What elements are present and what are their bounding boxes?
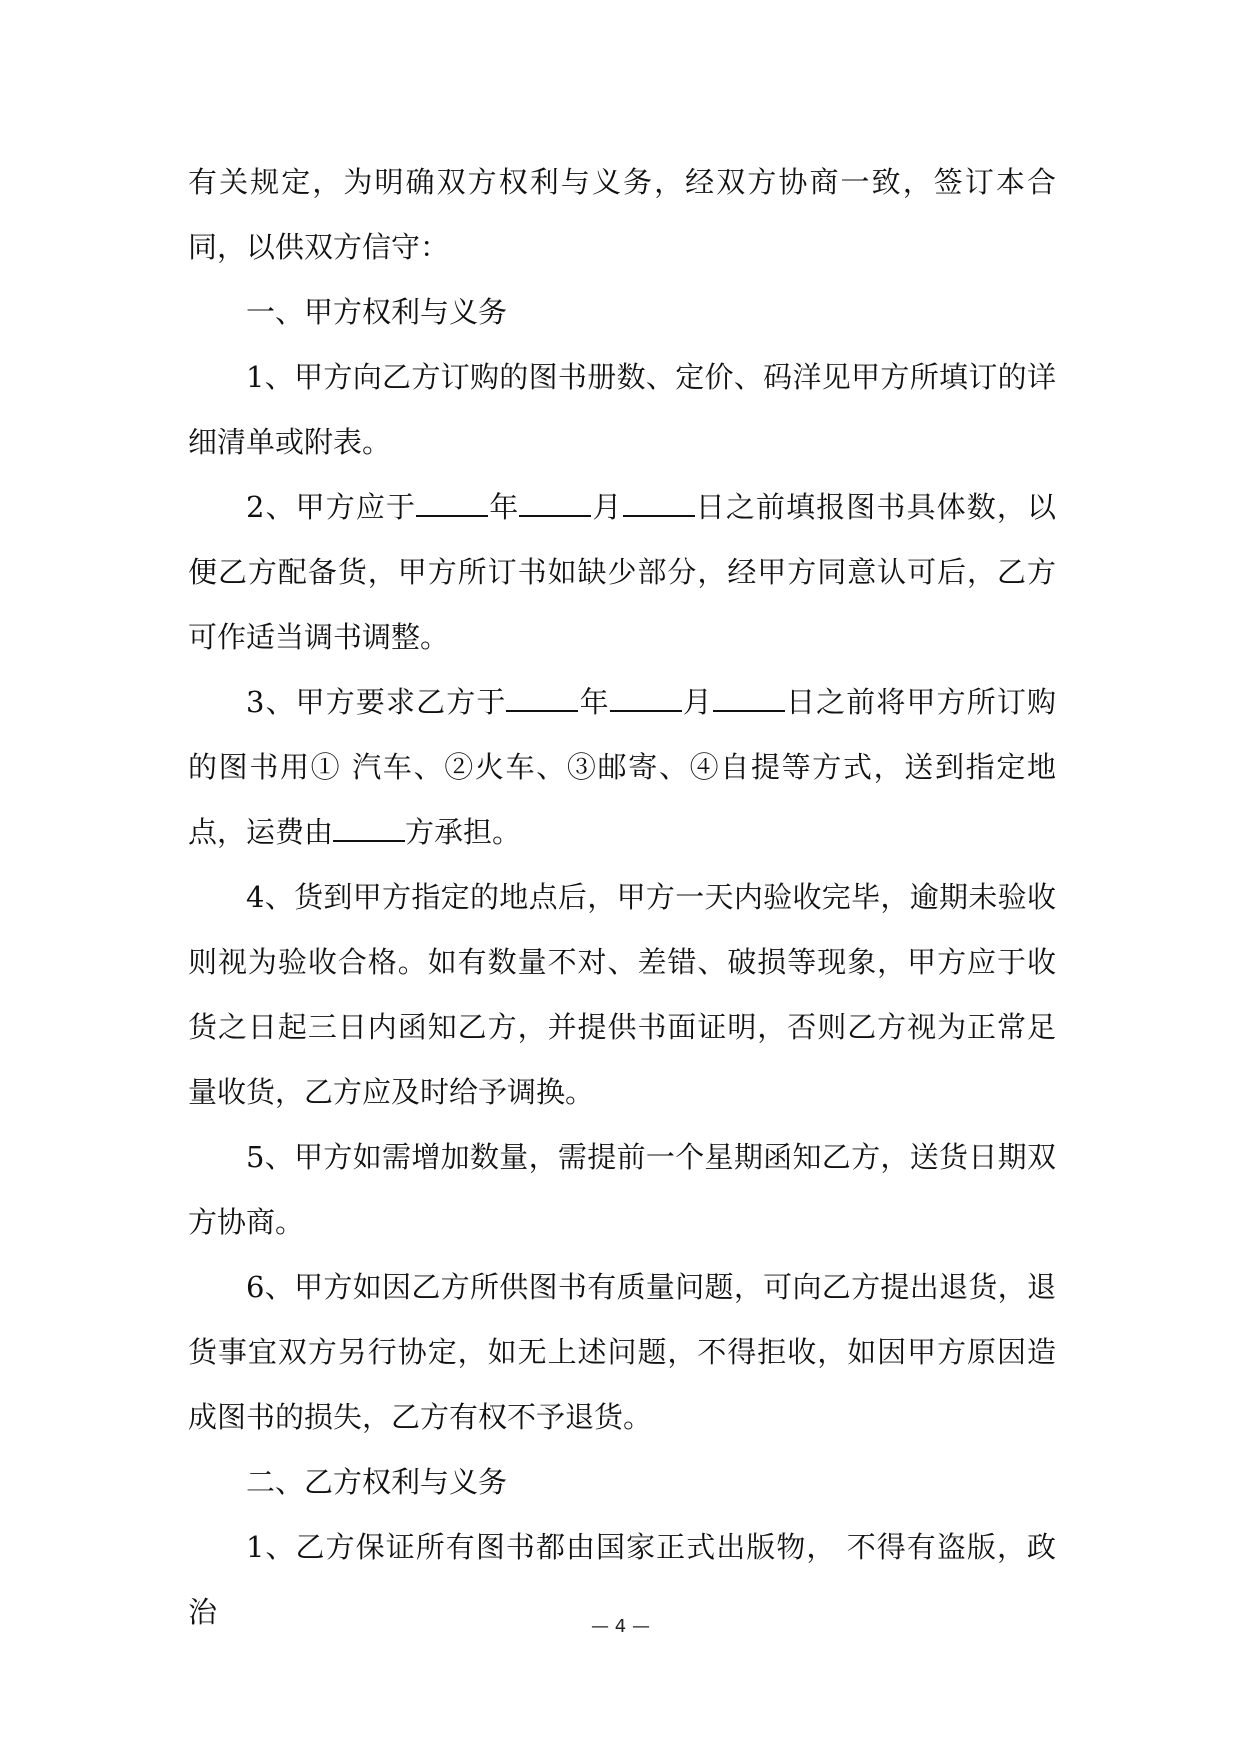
blank-month <box>519 489 591 517</box>
clause-a-3-text-4: 日之前将甲方所订购的图书用① 汽车、②火车、③邮寄、④自提等方式，送到指定地点，运费由 <box>188 685 1056 849</box>
blank-day <box>713 684 785 712</box>
clause-a-1: 1、甲方向乙方订购的图书册数、定价、码洋见甲方所填订的详细清单或附表。 <box>188 360 1056 459</box>
clause-a-3-text-3: 月 <box>681 685 713 719</box>
paragraph-intro: 有关规定，为明确双方权利与义务，经双方协商一致，签订本合同，以供双方信守： <box>188 165 1056 264</box>
clause-a-2 <box>188 475 1056 670</box>
blank-day <box>623 489 695 517</box>
blank-party <box>333 814 405 842</box>
clause-a-2-text-2: 年 <box>488 490 520 524</box>
section-heading-party-a: 一、甲方权利与义务 <box>246 295 508 329</box>
section-heading-party-b: 二、乙方权利与义务 <box>246 1465 508 1499</box>
blank-year <box>416 489 488 517</box>
clause-a-3-text-5: 方承担。 <box>405 815 522 849</box>
blank-year <box>506 684 578 712</box>
clause-a-3 <box>188 670 1056 865</box>
clause-a-3-text-1: 3、甲方要求乙方于 <box>246 685 507 719</box>
document-body <box>188 150 1056 1645</box>
clause-b-1: 1、乙方保证所有图书都由国家正式出版物， 不得有盗版，政治 <box>188 1530 1056 1629</box>
clause-a-2-text-4: 日之前填报图书具体数，以便乙方配备货，甲方所订书如缺少部分，经甲方同意认可后，乙方可作适当调书调整。 <box>188 490 1056 654</box>
clause-a-4: 4、货到甲方指定的地点后，甲方一天内验收完毕，逾期未验收则视为验收合格。如有数量不对、差错、破损等现象，甲方应于收货之日起三日内函知乙方，并提供书面证明，否则乙方视为正常足量收货，乙方应及时给予调换。 <box>188 880 1056 1109</box>
blank-month <box>610 684 682 712</box>
clause-a-6: 6、甲方如因乙方所供图书有质量问题，可向乙方提出退货，退货事宜双方另行协定，如无上述问题，不得拒收，如因甲方原因造成图书的损失，乙方有权不予退货。 <box>188 1270 1056 1434</box>
clause-a-2-text-1: 2、甲方应于 <box>246 490 417 524</box>
clause-a-5: 5、甲方如需增加数量，需提前一个星期函知乙方，送货日期双方协商。 <box>188 1140 1056 1239</box>
clause-a-3-text-2: 年 <box>578 685 610 719</box>
clause-a-2-text-3: 月 <box>591 490 623 524</box>
page-number: — 4 — <box>591 1616 650 1637</box>
